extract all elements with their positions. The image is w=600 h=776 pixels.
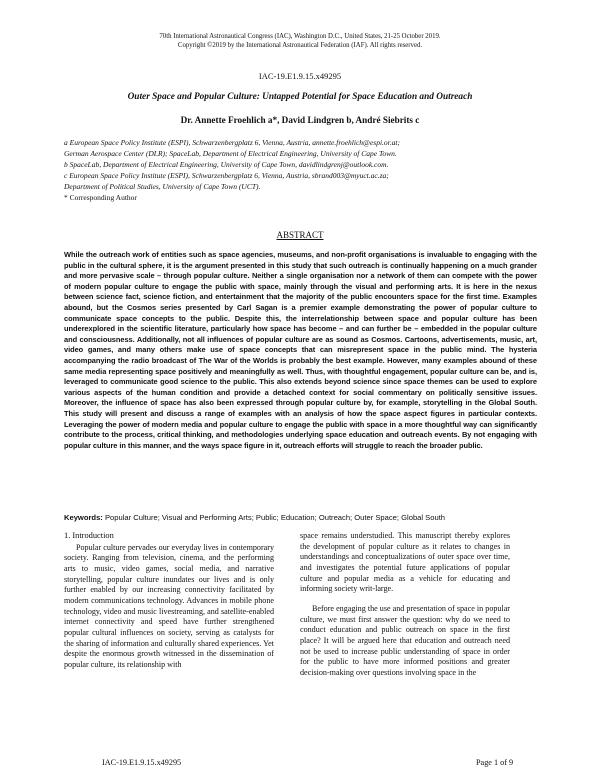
- section-title-introduction: 1. Introduction: [64, 531, 114, 540]
- abstract-text: While the outreach work of entities such as space agencies, museums, and non-profit organisations is invaluable to engaging with the public in the cultural sphere, it is the argument presented in this study that such outreach is continually happening on a much grander and more pervasive scale – through popular culture. Neither a single organisation nor a network of them can compete with the power of modern popular culture to engage the public with space, mainly through the visual and performing arts. It is here in the nexus between science fact, science fiction, and entertainment that the majority of the public encounters space for the first time. Examples abound, but the Cosmos series presented by Carl Sagan is a premier example demonstrating the power of popular culture to communicate space concepts to the public. Despite this, the interrelationship between space and popular culture has been underexplored in the scientific literature, particularly how space has become – and can further be – embedded in the popular culture and consciousness. Additionally, not all influences of popular culture are as sound as Cosmos. Cartoons, advertisements, music, art, video games, and many others make use of space concepts that can misrepresent space in the public mind. The hysteria accompanying the radio broadcast of The War of the Worlds is probably the best example. However, many examples abound of these same media representing space positively and meaningfully as well. Thus, with thoughtful engagement, popular culture can be, and is, leveraged to communicate good science to the public. This also extends beyond science since space themes can be used to explore various aspects of the human condition and provide a detached context for social commentary on politically sensitive issues. Moreover, the influence of space has also been expressed through popular culture by, for example, storytelling in the Global South. This study will present and discuss a range of examples with an analysis of how the space aspect figures in particular contexts. Leveraging the power of modern media and popular culture to engage the public with space in a more thoughtful way can significantly contribute to the process, critical thinking, and methodologies underlying space education and outreach events. By not engaging with popular culture in this manner, and the ways space figure in it, outreach efforts will struggle to reach the broader public.: [64, 250, 537, 450]
- intro-paragraph-1: Popular culture pervades our everyday lives in contemporary society. Ranging from television, cinema, and the performing arts to music, video games, social media, and narrative storytelling, popular culture inundates our lives and is only further enabled by our increasing connectivity facilitated by modern communications technology. Advances in mobile phone technology, video and music livestreaming, and satellite-enabled internet connectivity and speed have further strengthened popular cultural influences on society, serving as catalysts for the sharing of information and culturally shared experiences. Yet despite the enormous growth witnessed in the dissemination of popular culture, its relationship with: [64, 542, 274, 669]
- footer-paper-id: IAC-19.E1.9.15.x49295: [102, 758, 182, 767]
- keywords-label: Keywords:: [64, 513, 103, 522]
- affiliation-b: b SpaceLab, Department of Electrical Engineering, University of Cape Town, davidlindgrenj@outlook.com.: [64, 160, 389, 169]
- paper-title: Outer Space and Popular Culture: Untapped Potential for Space Education and Outreach: [127, 92, 473, 102]
- affiliation-c-line2: Department of Political Studies, University of Cape Town (UCT).: [64, 182, 261, 191]
- keywords-list: Popular Culture; Visual and Performing Arts; Public; Education; Outreach; Outer Space; Global South: [104, 513, 446, 522]
- body-column-right: [300, 531, 510, 679]
- copyright-line: Copyright ©2019 by the International Astronautical Federation (IAF). All rights reserved.: [177, 42, 423, 49]
- conference-header-line: 70th International Astronautical Congress (IAC), Washington D.C., United States, 21-25 October 2019.: [159, 33, 441, 40]
- corresponding-author-note: * Corresponding Author: [64, 193, 137, 202]
- keywords-line: [64, 513, 544, 522]
- affiliation-a-line2: German Aerospace Center (DLR); SpaceLab, Department of Electrical Engineering, University of Cape Town.: [64, 149, 397, 158]
- intro-paragraph-1-continued: space remains understudied. This manuscript thereby explores the development of popular culture as it relates to changes in understandings and conceptualizations of outer space over time, and investigates the potential future applications of popular culture and popular media as a vehicle for educating and informing society writ-large.: [300, 531, 510, 594]
- affiliation-c-line1: c European Space Policy Institute (ESPI), Schwarzenbergplatz 6, Vienna, Austria, sbrand003@myuct.ac.za;: [64, 171, 389, 180]
- affiliation-a-line1: a European Space Policy Institute (ESPI), Schwarzenbergplatz 6, Vienna, Austria, annette.froehlich@espi.or.at;: [64, 138, 400, 147]
- intro-paragraph-2: Before engaging the use and presentation of space in popular culture, we must first answer the question: why do we need to conduct education and public outreach on space in the first place? It will be argued here that education and outreach need not be used to increase public understanding of space in order for the public to have more informed positions and greater decision-making over questions involving space in the: [300, 603, 510, 677]
- paper-id: IAC-19.E1.9.15.x49295: [258, 71, 342, 81]
- body-column-left: [64, 531, 274, 671]
- footer-page-number: Page 1 of 9: [476, 758, 514, 767]
- abstract-heading: ABSTRACT: [276, 230, 324, 240]
- author-list: Dr. Annette Froehlich a*, David Lindgren b, André Siebrits c: [180, 115, 420, 125]
